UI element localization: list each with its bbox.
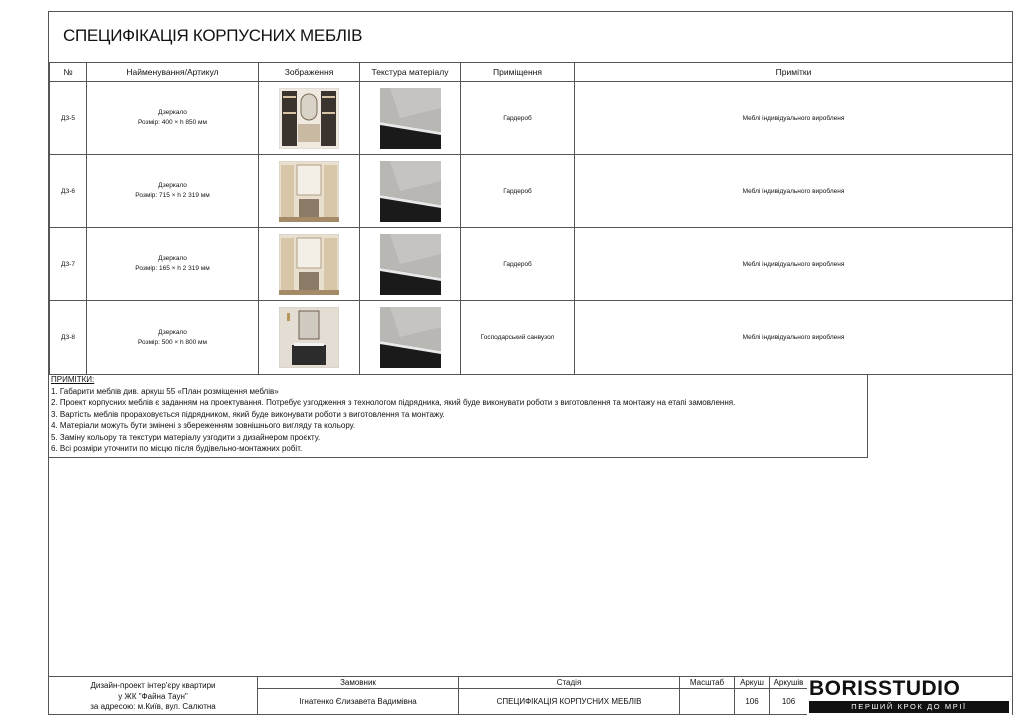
- row-room: Гардероб: [461, 82, 575, 155]
- table-header-row: [50, 63, 1013, 82]
- project-line: Дизайн-проект інтер'єру квартири: [90, 681, 216, 690]
- row-texture-cell: [360, 82, 461, 155]
- row-name: Дзеркало: [158, 328, 187, 336]
- stage-label: Стадія: [459, 677, 679, 689]
- row-room: Гардероб: [461, 228, 575, 301]
- row-room: Господарський санвузол: [461, 301, 575, 375]
- specification-table: [49, 62, 1013, 375]
- row-name: Дзеркало: [158, 109, 187, 116]
- table-row: [50, 155, 1013, 228]
- title-bar: [49, 12, 1012, 63]
- row-code: ДЗ-5: [50, 82, 87, 155]
- project-address: [49, 677, 258, 715]
- row-note: Меблі індивідуального виробленя: [575, 82, 1013, 155]
- row-name-cell: [87, 228, 259, 301]
- row-image-cell: [259, 228, 360, 301]
- row-note: Меблі індивідуального виробленя: [575, 155, 1013, 228]
- mirror-texture-swatch-image: [380, 161, 441, 222]
- row-size: Розмір: 715 × h 2 319 мм: [135, 192, 210, 199]
- row-name-cell: [87, 82, 259, 155]
- row-note: Меблі індивідуального виробленя: [575, 301, 1013, 375]
- client-value: Ігнатенко Єлизавета Вадимівна: [299, 697, 417, 706]
- table-row: [50, 301, 1013, 375]
- page-title: СПЕЦИФІКАЦІЯ КОРПУСНИХ МЕБЛІВ: [63, 26, 363, 45]
- note-item: 3. Вартість меблів прораховується підрядником, який буде виконувати роботи з виготовлення та монтажу.: [51, 409, 445, 419]
- scale-label: Масштаб: [680, 677, 734, 689]
- note-item: 4. Матеріали можуть бути змінені з збереженням зовнішнього вигляду та кольору.: [51, 421, 356, 430]
- notes-block: [49, 374, 868, 458]
- table-row: [50, 228, 1013, 301]
- row-name-cell: [87, 301, 259, 375]
- sheet-value: 106: [745, 697, 759, 706]
- column-header-name: Найменування/Артикул: [87, 63, 259, 82]
- row-size: Розмір: 165 × h 2 319 мм: [135, 265, 210, 272]
- row-texture-cell: [360, 155, 461, 228]
- row-image-cell: [259, 155, 360, 228]
- mirror-texture-swatch-image: [380, 307, 441, 368]
- row-code: ДЗ-8: [50, 301, 87, 375]
- note-item: 1. Габарити меблів див. аркуш 55 «План розміщення меблів»: [51, 386, 279, 396]
- mirror-texture-swatch-image: [380, 88, 441, 149]
- row-name: Дзеркало: [158, 255, 187, 262]
- row-image-cell: [259, 82, 360, 155]
- bathroom-mirror-render-image: [279, 307, 339, 368]
- logo-tagline: ПЕРШИЙ КРОК ДО МРІЇ: [851, 702, 967, 711]
- scale-value: [680, 689, 734, 715]
- wardrobe-mirror-render-image: [279, 88, 339, 149]
- studio-logo: [807, 677, 1012, 715]
- row-name-cell: [87, 155, 259, 228]
- row-image-cell: [259, 301, 360, 375]
- sheet-label: Аркуш: [735, 677, 769, 689]
- row-room: Гардероб: [461, 155, 575, 228]
- column-header-number: №: [50, 63, 87, 82]
- column-header-room: Приміщення: [461, 63, 575, 82]
- row-size: Розмір: 400 × h 850 мм: [138, 119, 207, 126]
- notes-heading: ПРИМІТКИ:: [51, 375, 95, 384]
- stage-value: СПЕЦИФІКАЦІЯ КОРПУСНИХ МЕБЛІВ: [496, 697, 642, 706]
- column-header-image: Зображення: [259, 63, 360, 82]
- column-header-texture: Текстура матеріалу: [360, 63, 461, 82]
- wardrobe-room-render-image: [279, 234, 339, 295]
- title-block: [49, 676, 1012, 715]
- sheets-label: Аркушів: [770, 677, 807, 689]
- row-code: ДЗ-6: [50, 155, 87, 228]
- sheets-value: 106: [781, 697, 796, 706]
- row-texture-cell: [360, 228, 461, 301]
- row-name: Дзеркало: [158, 182, 187, 189]
- note-item: 6. Всі розміри уточнити по місцю після будівельно-монтажних робіт.: [51, 444, 303, 453]
- row-texture-cell: [360, 301, 461, 375]
- project-line: за адресою: м.Київ, вул. Салютна: [90, 702, 216, 711]
- table-row: [50, 82, 1013, 155]
- row-note: Меблі індивідуального виробленя: [575, 228, 1013, 301]
- row-size: Розмір: 500 × h 800 мм: [138, 338, 207, 346]
- wardrobe-room-render-image: [279, 161, 339, 222]
- drawing-sheet: [48, 11, 1013, 715]
- mirror-texture-swatch-image: [380, 234, 441, 295]
- note-item: 2. Проект корпусних меблів є заданням на проектування. Потребує узгодження з технологом підрядника, який буде виконувати роботи з виготовлення та монтажу на етапі замовлення.: [51, 398, 736, 407]
- logo-text: BORISSTUDIO: [809, 677, 961, 700]
- client-label: Замовник: [258, 677, 458, 689]
- project-line: у ЖК "Файна Таун": [118, 691, 188, 701]
- row-code: ДЗ-7: [50, 228, 87, 301]
- column-header-notes: Примітки: [575, 63, 1013, 82]
- note-item: 5. Заміну кольору та текстури матеріалу узгодити з дизайнером проєкту.: [51, 432, 321, 442]
